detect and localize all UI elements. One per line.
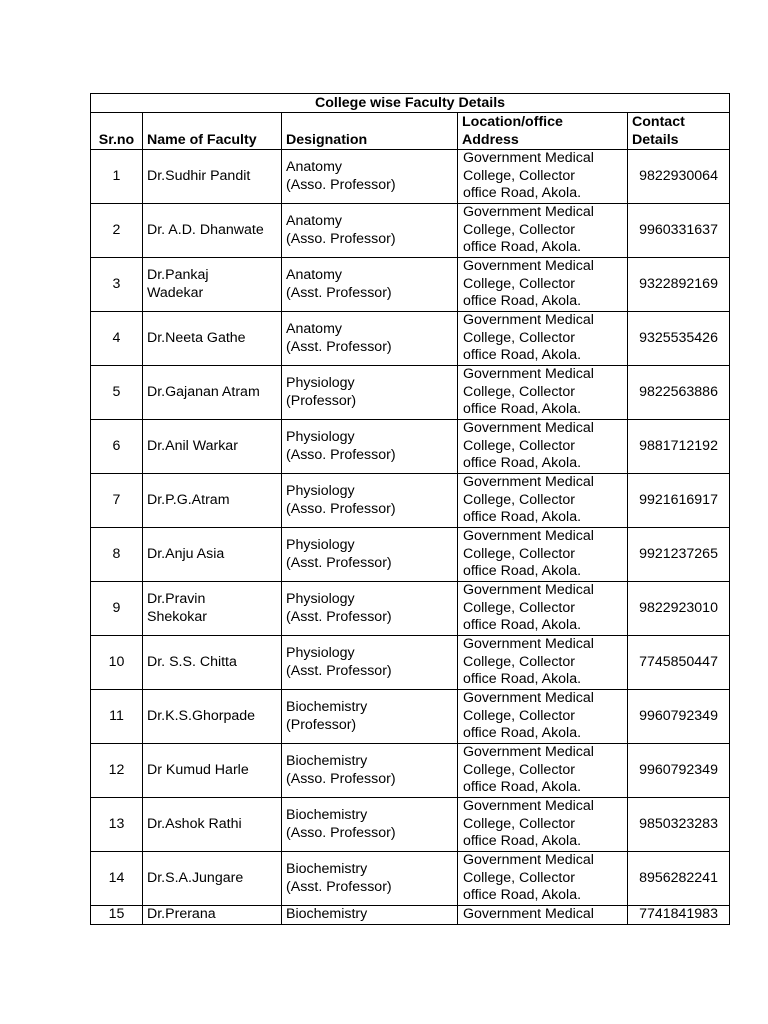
cell-location-address: Government Medical College, Collector office Road, Akola. (458, 852, 628, 906)
header-sr-no: Sr.no (91, 113, 143, 150)
cell-faculty-name: Dr.P.G.Atram (143, 474, 282, 528)
cell-location-address: Government Medical College, Collector office Road, Akola. (458, 528, 628, 582)
cell-location-address: Government Medical College, Collector office Road, Akola. (458, 420, 628, 474)
cell-location-address: Government Medical College, Collector office Road, Akola. (458, 636, 628, 690)
cell-sr-no: 6 (91, 420, 143, 474)
header-contact-details: Contact Details (628, 113, 730, 150)
table-row (91, 636, 730, 690)
cell-faculty-name: Dr.Sudhir Pandit (143, 150, 282, 204)
cell-contact-details: 9822930064 (628, 150, 730, 204)
cell-sr-no: 7 (91, 474, 143, 528)
cell-designation: Anatomy (Asso. Professor) (282, 204, 458, 258)
cell-contact-details: 9960792349 (628, 690, 730, 744)
cell-location-address: Government Medical College, Collector office Road, Akola. (458, 150, 628, 204)
table-title: College wise Faculty Details (91, 94, 730, 113)
cell-designation: Biochemistry (Professor) (282, 690, 458, 744)
table-row (91, 528, 730, 582)
cell-location-address: Government Medical College, Collector office Road, Akola. (458, 744, 628, 798)
cell-designation: Biochemistry (Asso. Professor) (282, 798, 458, 852)
cell-faculty-name: Dr.Neeta Gathe (143, 312, 282, 366)
cell-contact-details: 9921237265 (628, 528, 730, 582)
table-row (91, 150, 730, 204)
cell-contact-details: 9960331637 (628, 204, 730, 258)
cell-location-address: Government Medical College, Collector office Road, Akola. (458, 690, 628, 744)
header-name-of-faculty: Name of Faculty (143, 113, 282, 150)
cell-contact-details: 7741841983 (628, 906, 730, 925)
table-row (91, 366, 730, 420)
cell-contact-details: 7745850447 (628, 636, 730, 690)
table-row (91, 906, 730, 925)
cell-designation: Physiology (Asst. Professor) (282, 636, 458, 690)
table-title-row (91, 94, 730, 113)
cell-sr-no: 1 (91, 150, 143, 204)
cell-faculty-name: Dr.Anju Asia (143, 528, 282, 582)
table-body (91, 150, 730, 925)
table-row (91, 258, 730, 312)
cell-sr-no: 5 (91, 366, 143, 420)
cell-contact-details: 9822563886 (628, 366, 730, 420)
cell-contact-details: 9850323283 (628, 798, 730, 852)
cell-contact-details: 9960792349 (628, 744, 730, 798)
table-row (91, 474, 730, 528)
table-row (91, 204, 730, 258)
header-designation: Designation (282, 113, 458, 150)
cell-faculty-name: Dr. S.S. Chitta (143, 636, 282, 690)
cell-sr-no: 11 (91, 690, 143, 744)
cell-sr-no: 9 (91, 582, 143, 636)
table-header-row (91, 113, 730, 150)
cell-contact-details: 9325535426 (628, 312, 730, 366)
cell-designation: Physiology (Asst. Professor) (282, 528, 458, 582)
table-row (91, 852, 730, 906)
cell-designation: Physiology (Professor) (282, 366, 458, 420)
table-row (91, 312, 730, 366)
cell-sr-no: 2 (91, 204, 143, 258)
cell-designation: Physiology (Asso. Professor) (282, 474, 458, 528)
cell-contact-details: 9822923010 (628, 582, 730, 636)
table-row (91, 420, 730, 474)
cell-designation: Anatomy (Asso. Professor) (282, 150, 458, 204)
cell-contact-details: 8956282241 (628, 852, 730, 906)
cell-faculty-name: Dr.K.S.Ghorpade (143, 690, 282, 744)
cell-designation: Physiology (Asso. Professor) (282, 420, 458, 474)
cell-location-address: Government Medical College, Collector office Road, Akola. (458, 798, 628, 852)
table-row (91, 690, 730, 744)
cell-sr-no: 10 (91, 636, 143, 690)
cell-faculty-name: Dr.Ashok Rathi (143, 798, 282, 852)
cell-sr-no: 15 (91, 906, 143, 925)
cell-faculty-name: Dr.Gajanan Atram (143, 366, 282, 420)
cell-designation: Anatomy (Asst. Professor) (282, 258, 458, 312)
table-row (91, 744, 730, 798)
cell-sr-no: 8 (91, 528, 143, 582)
cell-designation: Anatomy (Asst. Professor) (282, 312, 458, 366)
cell-faculty-name: Dr.Pankaj Wadekar (143, 258, 282, 312)
cell-contact-details: 9322892169 (628, 258, 730, 312)
cell-location-address: Government Medical College, Collector office Road, Akola. (458, 582, 628, 636)
cell-sr-no: 3 (91, 258, 143, 312)
cell-designation: Biochemistry (Asso. Professor) (282, 744, 458, 798)
cell-designation: Physiology (Asst. Professor) (282, 582, 458, 636)
cell-contact-details: 9921616917 (628, 474, 730, 528)
cell-faculty-name: Dr.S.A.Jungare (143, 852, 282, 906)
cell-faculty-name: Dr.Anil Warkar (143, 420, 282, 474)
header-location-address: Location/office Address (458, 113, 628, 150)
cell-location-address: Government Medical College, Collector office Road, Akola. (458, 366, 628, 420)
cell-location-address: Government Medical College, Collector office Road, Akola. (458, 258, 628, 312)
table-row (91, 798, 730, 852)
table-row (91, 582, 730, 636)
cell-location-address: Government Medical (458, 906, 628, 925)
cell-location-address: Government Medical College, Collector office Road, Akola. (458, 474, 628, 528)
cell-sr-no: 14 (91, 852, 143, 906)
cell-location-address: Government Medical College, Collector office Road, Akola. (458, 204, 628, 258)
cell-faculty-name: Dr.Prerana (143, 906, 282, 925)
faculty-details-table (90, 93, 730, 925)
cell-sr-no: 13 (91, 798, 143, 852)
cell-sr-no: 12 (91, 744, 143, 798)
cell-designation: Biochemistry (Asst. Professor) (282, 852, 458, 906)
cell-faculty-name: Dr Kumud Harle (143, 744, 282, 798)
cell-faculty-name: Dr. A.D. Dhanwate (143, 204, 282, 258)
cell-location-address: Government Medical College, Collector office Road, Akola. (458, 312, 628, 366)
cell-contact-details: 9881712192 (628, 420, 730, 474)
cell-faculty-name: Dr.Pravin Shekokar (143, 582, 282, 636)
cell-sr-no: 4 (91, 312, 143, 366)
cell-designation: Biochemistry (282, 906, 458, 925)
